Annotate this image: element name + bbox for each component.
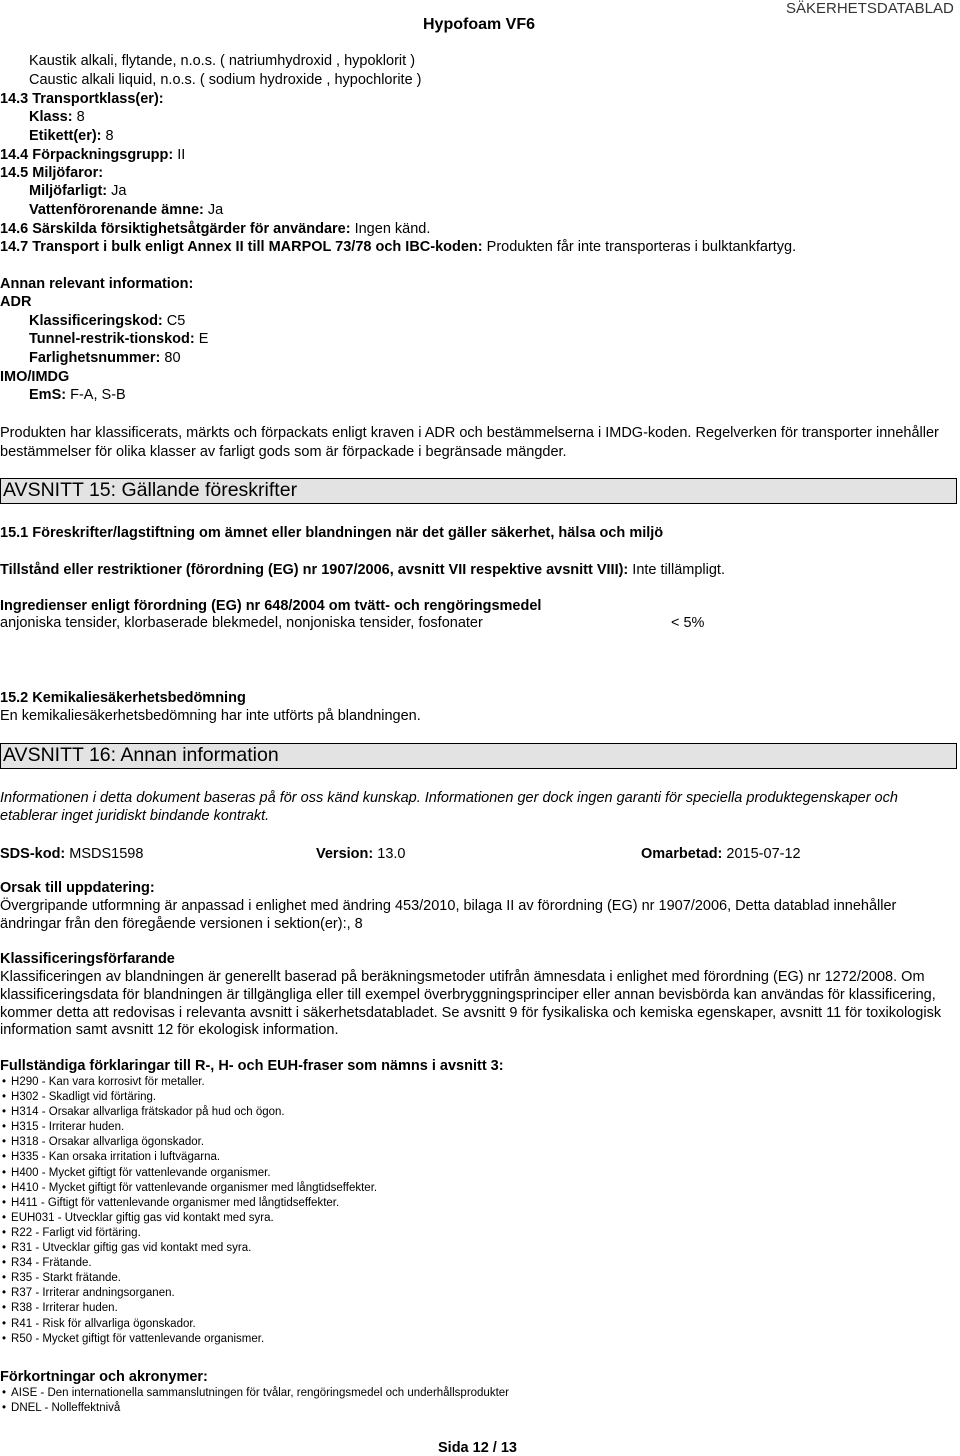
s14-7-label: 14.7 Transport i bulk enligt Annex II till MARPOL 73/78 och IBC-koden:	[0, 239, 483, 255]
list-item: • H400 - Mycket giftigt för vattenlevande organismer.	[2, 1166, 377, 1181]
section-16-title: AVSNITT 16: Annan information	[3, 744, 279, 766]
list-item: • H290 - Kan vara korrosivt för metaller.	[2, 1075, 377, 1090]
water-value: Ja	[207, 202, 224, 218]
list-item: • R41 - Risk för allvarliga ögonskador.	[2, 1317, 377, 1332]
list-item: • R38 - Irriterar huden.	[2, 1301, 377, 1316]
section-16-heading	[0, 743, 957, 769]
class-code-row	[29, 313, 185, 329]
class-value: 8	[76, 109, 85, 125]
ingredients-value: < 5%	[671, 615, 705, 631]
s14-5-heading: 14.5 Miljöfaror:	[0, 165, 104, 181]
list-item: • DNEL - Nolleffektnivå	[2, 1401, 509, 1416]
abbr-list	[2, 1386, 509, 1416]
imo-heading: IMO/IMDG	[0, 369, 70, 385]
ems-row	[29, 387, 126, 403]
s15-1-heading: 15.1 Föreskrifter/lagstiftning om ämnet eller blandningen när det gäller säkerhet, hälsa och miljö	[0, 525, 664, 541]
un-name-sv: Kaustik alkali, flytande, n.o.s. ( natriumhydroxid , hypoklorit )	[29, 53, 416, 69]
s14-6-value: Ingen känd.	[354, 221, 431, 237]
transport-label-row	[29, 128, 114, 144]
ingredients-text: anjoniska tensider, klorbaserade blekmedel, nonjoniska tensider, fosfonater	[0, 615, 483, 631]
list-item: • AISE - Den internationella sammanslutningen för tvålar, rengöringsmedel och underhållsprodukter	[2, 1386, 509, 1401]
class-code-value: C5	[166, 313, 186, 329]
s14-4-label: 14.4 Förpackningsgrupp:	[0, 147, 174, 163]
list-item: • H302 - Skadligt vid förtäring.	[2, 1090, 377, 1105]
list-item: • H315 - Irriterar huden.	[2, 1120, 377, 1135]
abbr-heading: Förkortningar och akronymer:	[0, 1369, 208, 1385]
list-item: • H411 - Giftigt för vattenlevande organismer med långtidseffekter.	[2, 1196, 377, 1211]
list-item: • H318 - Orsakar allvarliga ögonskador.	[2, 1135, 377, 1150]
ingredients-heading: Ingredienser enligt förordning (EG) nr 648/2004 om tvätt- och rengöringsmedel	[0, 598, 542, 614]
env-value: Ja	[111, 183, 127, 199]
ems-label: EmS:	[29, 387, 67, 403]
adr-heading: ADR	[0, 294, 32, 310]
env-label: Miljöfarligt:	[29, 183, 108, 199]
transport-note: Produkten har klassificerats, märkts och förpackats enligt kraven i ADR och bestämmelserna i IMDG-koden. Regelverken för transporter innehåller bestämmelser för olika klasser av farligt gods som är förpackade i begränsade mängder.	[0, 425, 939, 460]
sds-value: MSDS1598	[69, 846, 144, 862]
permit-row	[0, 562, 725, 578]
hazard-no-label: Farlighetsnummer:	[29, 350, 161, 366]
permit-value: Inte tillämpligt.	[632, 562, 725, 578]
list-item: • EUH031 - Utvecklar giftig gas vid kontakt med syra.	[2, 1211, 377, 1226]
label-label: Etikett(er):	[29, 128, 102, 144]
s15-2-text: En kemikaliesäkerhetsbedömning har inte utförts på blandningen.	[0, 708, 421, 724]
list-item: • R35 - Starkt frätande.	[2, 1271, 377, 1286]
sds-code-row	[0, 846, 143, 862]
s15-2-heading: 15.2 Kemikaliesäkerhetsbedömning	[0, 690, 246, 706]
class-label: Klass:	[29, 109, 73, 125]
permit-label: Tillstånd eller restriktioner (förordning (EG) nr 1907/2006, avsnitt VII respektive avsnitt VIII):	[0, 562, 629, 578]
sds-label: SDS-kod:	[0, 846, 66, 862]
list-item: • R31 - Utvecklar giftig gas vid kontakt med syra.	[2, 1241, 377, 1256]
other-info-heading: Annan relevant information:	[0, 276, 194, 292]
revised-value: 2015-07-12	[726, 846, 801, 862]
phrases-list	[2, 1075, 377, 1347]
list-item: • R37 - Irriterar andningsorganen.	[2, 1286, 377, 1301]
s14-4-row	[0, 147, 185, 163]
revised-label: Omarbetad:	[641, 846, 723, 862]
ems-value: F-A, S-B	[70, 387, 126, 403]
version-value: 13.0	[377, 846, 406, 862]
transport-class-row	[29, 109, 85, 125]
tunnel-row	[29, 331, 208, 347]
s14-6-label: 14.6 Särskilda försiktighetsåtgärder för användare:	[0, 221, 351, 237]
water-label: Vattenförorenande ämne:	[29, 202, 204, 218]
list-item: • H335 - Kan orsaka irritation i luftvägarna.	[2, 1150, 377, 1165]
version-row	[316, 846, 405, 862]
version-label: Version:	[316, 846, 374, 862]
un-name-en: Caustic alkali liquid, n.o.s. ( sodium hydroxide , hypochlorite )	[29, 72, 422, 88]
classif-text: Klassificeringen av blandningen är generellt baserad på beräkningsmetoder utifrån ämnesdata i enlighet med förordning (EG) nr 1272/2008. Om klassificeringsdata för blandningen är tillgängliga eller till exempel överbryggningsprinciper eller annan bevisbörda kan användas för klassificering, kommer detta att redovisas i relevanta avsnitt i säkerhetsdatabladet. Se avsnitt 9 för fysikaliska och kemiska egenskaper, avsnitt 11 för toxikologisk information samt avsnitt 12 för ekologisk information.	[0, 969, 942, 1039]
list-item: • H410 - Mycket giftigt för vattenlevande organismer med långtidseffekter.	[2, 1181, 377, 1196]
section-15-heading	[0, 478, 957, 504]
label-value: 8	[105, 128, 114, 144]
reason-text: Övergripande utformning är anpassad i enlighet med ändring 453/2010, bilaga II av förordning (EG) nr 1907/2006, Detta datablad innehåller ändringar från den föregående versionen i sektion(er):, 8	[0, 898, 897, 932]
list-item: • R50 - Mycket giftigt för vattenlevande organismer.	[2, 1332, 377, 1347]
list-item: • H314 - Orsakar allvarliga frätskador på hud och ögon.	[2, 1105, 377, 1120]
hazard-no-row	[29, 350, 181, 366]
reason-heading: Orsak till uppdatering:	[0, 880, 155, 896]
disclaimer: Informationen i detta dokument baseras på för oss känd kunskap. Informationen ger dock ingen garanti för speciella produktegenskaper och etablerar inget juridiskt bindande kontrakt.	[0, 790, 898, 824]
s14-3-heading: 14.3 Transportklass(er):	[0, 91, 164, 107]
s14-4-value: II	[177, 147, 186, 163]
class-code-label: Klassificeringskod:	[29, 313, 163, 329]
list-item: • R34 - Frätande.	[2, 1256, 377, 1271]
list-item: • R22 - Farligt vid förtäring.	[2, 1226, 377, 1241]
phrases-heading: Fullständiga förklaringar till R-, H- och EUH-fraser som nämns i avsnitt 3:	[0, 1058, 504, 1074]
tunnel-label: Tunnel-restrik-tionskod:	[29, 331, 195, 347]
water-row	[29, 202, 223, 218]
document-title: Hypofoam VF6	[423, 16, 536, 33]
s14-7-value: Produkten får inte transporteras i bulktankfartyg.	[486, 239, 797, 255]
s14-7-row	[0, 239, 796, 255]
page-number: Sida 12 / 13	[438, 1440, 517, 1456]
tunnel-value: E	[198, 331, 209, 347]
section-15-title: AVSNITT 15: Gällande föreskrifter	[3, 479, 298, 501]
document-type: SÄKERHETSDATABLAD	[786, 0, 954, 17]
env-row	[29, 183, 127, 199]
revised-row	[641, 846, 801, 862]
s14-6-row	[0, 221, 430, 237]
classif-heading: Klassificeringsförfarande	[0, 951, 175, 967]
hazard-no-value: 80	[164, 350, 181, 366]
